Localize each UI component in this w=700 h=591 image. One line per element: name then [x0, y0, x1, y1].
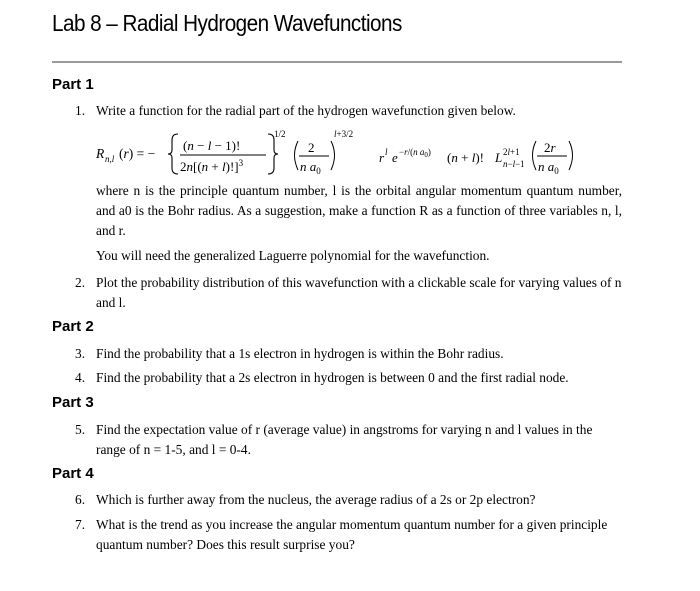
svg-text:(n − l − 1)!: (n − l − 1)! — [183, 138, 241, 153]
question-2-number: 2. — [75, 275, 86, 290]
svg-text:n,l: n,l — [105, 154, 115, 164]
question-7-number: 7. — [75, 517, 86, 532]
svg-text:n a0: n $a_0$ — [538, 159, 559, 176]
where-description: where n is the principle quantum number, l is the orbital angular momentum quantum number, and a0 is the Bohr radius. As a suggestion, make a function R as a function of three variables n, l, and r. — [96, 183, 622, 238]
svg-text:L: L — [495, 150, 503, 165]
part-3-heading: Part 3 — [52, 394, 94, 411]
question-3-number: 3. — [75, 346, 86, 361]
page-title: Lab 8 – Radial Hydrogen Wavefunctions — [52, 10, 402, 36]
svg-text:r: r — [379, 150, 385, 165]
question-3-text: Find the probability that a 1s electron in hydrogen is within the Bohr radius. — [96, 346, 504, 361]
question-6-text: Which is further away from the nucleus, the average radius of a 2s or 2p electron? — [96, 492, 536, 507]
question-5-text: Find the expectation value of r (average value) in angstroms for varying n and l values in the range of n = 1-5, and l = 0-4. — [96, 422, 593, 457]
question-3 — [75, 344, 622, 364]
svg-text:n−l−1: n−l−1 — [503, 159, 525, 169]
question-6-number: 6. — [75, 492, 86, 507]
svg-text:e: e — [392, 150, 398, 165]
question-7 — [75, 515, 622, 555]
svg-text:R: R — [96, 146, 105, 161]
svg-text:1/2: 1/2 — [274, 129, 286, 139]
part-2-heading: Part 2 — [52, 318, 94, 335]
svg-text:l: l — [385, 147, 388, 157]
svg-text:2: 2 — [308, 140, 315, 155]
part-1-heading: Part 1 — [52, 76, 94, 93]
title-divider — [52, 61, 622, 63]
question-1-number: 1. — [75, 103, 86, 118]
question-2-text: Plot the probability distribution of this wavefunction with a clickable scale for varying values of n and l. — [96, 275, 622, 310]
question-1-text: Write a function for the radial part of the hydrogen wavefunction given below. — [96, 103, 516, 118]
svg-text:2n[(n + l)!]3: $2n[(n + l)!]^3$ — [180, 158, 244, 174]
question-5-number: 5. — [75, 422, 86, 437]
question-7-text: What is the trend as you increase the angular momentum quantum number for a given principle quantum number? Does this result surprise you? — [96, 517, 608, 552]
svg-text:−r/(n a0): −r/(n $a_0$) — [399, 147, 431, 159]
question-6 — [75, 490, 622, 510]
svg-text:2r: 2r — [544, 140, 556, 155]
svg-text:n a0: n $a_0$ — [300, 159, 321, 176]
question-4-text: Find the probability that a 2s electron in hydrogen is between 0 and the first radial node. — [96, 370, 569, 385]
part-4-heading: Part 4 — [52, 465, 94, 482]
question-5 — [75, 420, 622, 460]
question-4-number: 4. — [75, 370, 86, 385]
svg-text:(r) = −: (r) = − — [119, 146, 156, 161]
svg-text:l+3/2: l+3/2 — [334, 129, 354, 139]
question-1 — [75, 101, 622, 121]
laguerre-note: You will need the generalized Laguerre polynomial for the wavefunction. — [96, 248, 490, 263]
question-2 — [75, 273, 622, 313]
radial-wavefunction-equation — [96, 125, 616, 180]
svg-text:(n + l)!: (n + l)! — [447, 150, 484, 165]
question-4 — [75, 368, 622, 388]
svg-text:2l+1: 2l+1 — [503, 147, 520, 157]
